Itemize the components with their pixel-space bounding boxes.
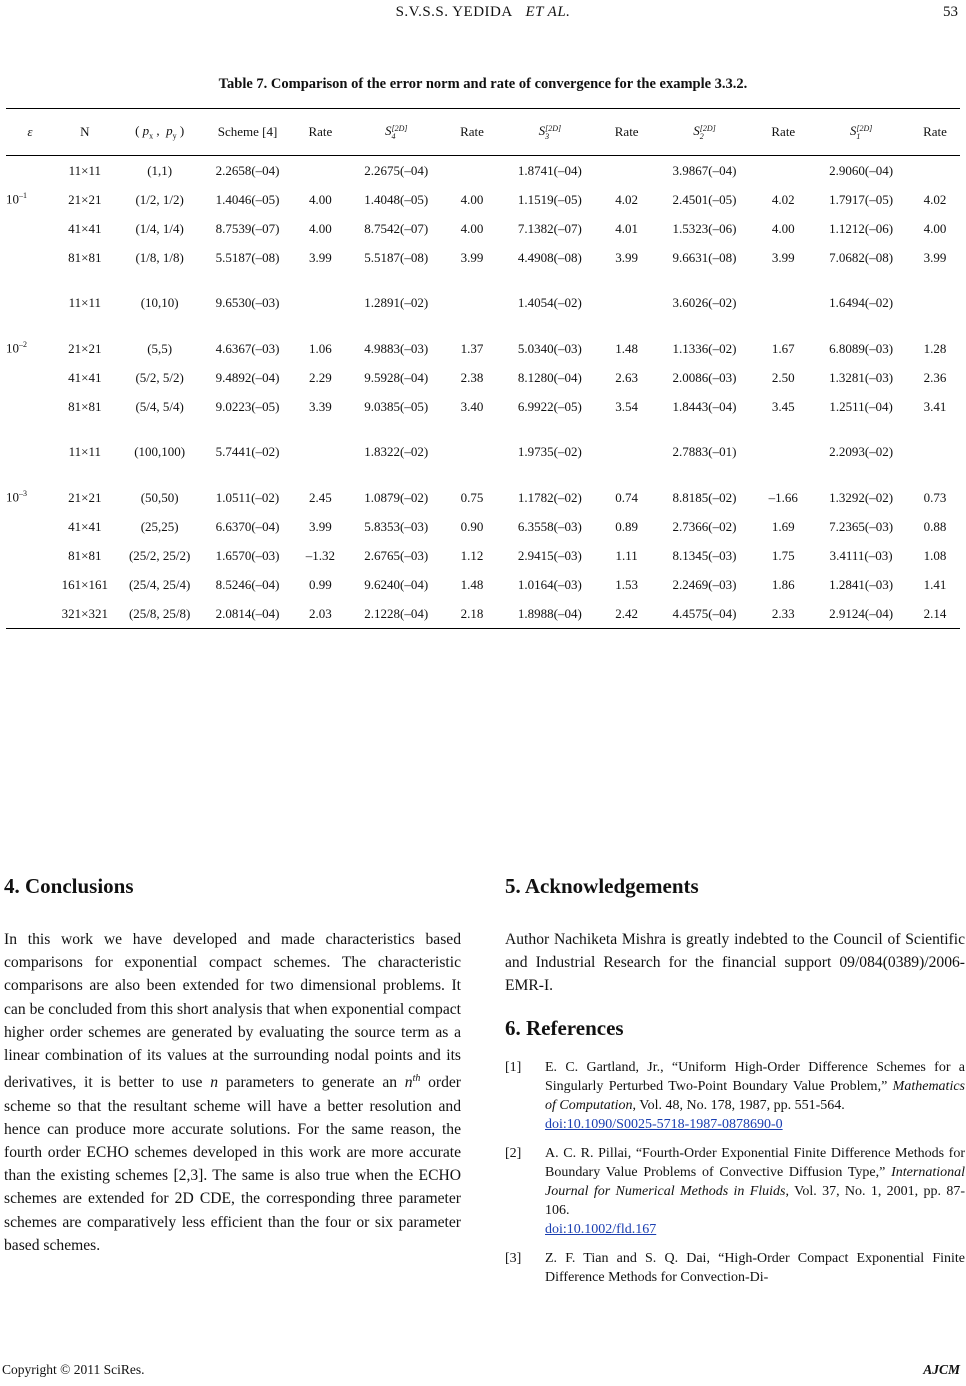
table-caption: Table 7. Comparison of the error norm and rate of convergence for the example 3.3.2. <box>218 76 748 92</box>
header-rate: Rate <box>599 109 655 156</box>
table-cell: 1.1212(–06) <box>829 220 894 236</box>
table-cell: 2.45 <box>309 489 332 505</box>
table-cell: (5,5) <box>147 340 173 356</box>
table-cell: 2.9060(–04) <box>829 162 894 178</box>
table-cell: 1.7917(–05) <box>829 191 894 207</box>
table-cell: 8.5246(–04) <box>215 576 280 592</box>
table-cell <box>754 156 812 186</box>
table-cell: (1/2, 1/2) <box>135 191 184 207</box>
table-cell: 0.90 <box>460 518 484 534</box>
table-cell: 1.5323(–06) <box>672 220 737 236</box>
table-cell: 3.39 <box>309 398 332 414</box>
doi-link[interactable]: doi:10.1002/fld.167 <box>545 1222 657 1237</box>
reference-item <box>505 1058 965 1134</box>
table-cell: 1.6494(–02) <box>829 295 894 310</box>
table-cell: 1.08 <box>923 547 947 563</box>
table-cell: 3.41 <box>923 398 947 414</box>
table-cell: –1.32 <box>305 547 335 563</box>
table-cell: 7.2365(–03) <box>829 518 894 534</box>
table-cell: 3.99 <box>615 249 639 265</box>
table-cell: 3.45 <box>771 398 795 414</box>
table-cell: 3.99 <box>460 249 484 265</box>
table-cell <box>443 272 501 334</box>
table-row <box>6 334 960 363</box>
table-cell: 21×21 <box>68 489 102 505</box>
table-cell: 4.02 <box>615 191 639 207</box>
reference-text: E. C. Gartland, Jr., “Uniform High-Order Difference Schemes for a Singularly Perturbed Two-Point Boundary Value Problem,” Mathematics of Computation, Vol. 48, No. 178, 1987, pp. 551-564. doi:10.1090/S0025-5718-1987-0878690-0 <box>545 1060 965 1132</box>
table-cell: 6.3558(–03) <box>517 518 582 534</box>
table-cell: 5.5187(–08) <box>215 249 280 265</box>
table-cell: 1.67 <box>771 340 795 356</box>
table-cell: 41×41 <box>68 369 102 385</box>
table-cell: 9.0385(–05) <box>364 398 429 414</box>
table-cell: 321×321 <box>54 599 116 629</box>
table-cell: 1.06 <box>309 340 332 356</box>
reference-text: A. C. R. Pillai, “Fourth-Order Exponential Finite Difference Methods for Boundary Value Problems of Convective Diffusion Type,” International Journal for Numerical Methods in Fluids, Vol. 37, No. 1, 2001, pp. 87-106. doi:10.1002/fld.167 <box>545 1146 965 1237</box>
epsilon-cell <box>6 243 54 272</box>
table-cell: 1.41 <box>923 576 947 592</box>
table-cell: 2.6765(–03) <box>364 547 429 563</box>
table-cell: (1/8, 1/8) <box>135 249 184 265</box>
results-table <box>6 108 960 629</box>
table-cell <box>910 156 960 186</box>
reference-list <box>505 1058 965 1297</box>
table-cell: 2.63 <box>615 369 639 385</box>
table-cell: 8.7539(–07) <box>215 220 280 236</box>
table-cell: 5.0340(–03) <box>517 340 582 356</box>
table-cell: 0.99 <box>309 576 332 592</box>
table-cell: 4.00 <box>923 220 947 236</box>
copyright-notice: Copyright © 2011 SciRes. <box>2 1362 145 1377</box>
table-cell: 6.9922(–05) <box>517 398 582 414</box>
table-row <box>6 392 960 421</box>
table-cell: 2.38 <box>460 369 484 385</box>
table-cell: 8.8185(–02) <box>672 489 737 505</box>
reference-text: Z. F. Tian and S. Q. Dai, “High-Order Compact Exponential Finite Difference Methods for Convection-Di- <box>545 1251 965 1285</box>
table-cell: 9.0223(–05) <box>215 398 280 414</box>
table-cell: 1.4046(–05) <box>215 191 280 207</box>
table-cell: 2.9124(–04) <box>812 599 910 629</box>
table-cell <box>910 421 960 483</box>
header-n: N <box>54 109 116 156</box>
table-cell: 1.12 <box>460 547 484 563</box>
table-cell: (25/4, 25/4) <box>128 576 191 592</box>
header-rate: Rate <box>754 109 812 156</box>
table-row <box>6 421 960 483</box>
table-row <box>6 156 960 186</box>
table-cell: 1.86 <box>771 576 795 592</box>
acknowledgements-body: Author Nachiketa Mishra is greatly indebted to the Council of Scientific and Industrial Research for the financial support 09/084(0389)/2006-EMR-I. <box>505 931 965 995</box>
table-row <box>6 272 960 334</box>
header-scheme4: Scheme [4] <box>204 109 292 156</box>
table-cell: 3.54 <box>615 398 639 414</box>
table-cell: 1.3292(–02) <box>829 489 894 505</box>
table-cell: 4.00 <box>460 220 484 236</box>
table-cell: 2.1228(–04) <box>349 599 443 629</box>
table-cell: 1.8741(–04) <box>517 162 582 178</box>
header-p: ( $p_x$ , $p_y$ ) <box>116 109 204 156</box>
table-cell: 4.00 <box>309 191 332 207</box>
table-cell <box>291 421 349 483</box>
table-row <box>6 483 960 512</box>
table-cell: 1.1782(–02) <box>517 489 582 505</box>
table-cell: 3.99 <box>309 249 332 265</box>
table-cell: (10,10) <box>140 295 179 310</box>
table-cell: 0.75 <box>460 489 484 505</box>
table-cell: 2.33 <box>754 599 812 629</box>
table-cell: 1.8988(–04) <box>501 599 599 629</box>
table-cell: 1.11 <box>615 547 638 563</box>
reference-number: [1] <box>505 1060 522 1075</box>
table-cell: 4.00 <box>460 191 484 207</box>
epsilon-cell <box>6 392 54 421</box>
table-cell: 1.48 <box>460 576 484 592</box>
table-cell: 8.1345(–03) <box>672 547 737 563</box>
doi-link[interactable]: doi:10.1090/S0025-5718-1987-0878690-0 <box>545 1117 783 1132</box>
table-cell: 1.6570(–03) <box>215 547 280 563</box>
table-cell: 0.74 <box>615 489 639 505</box>
table-cell: 81×81 <box>68 249 102 265</box>
table-cell: 5.7441(–02) <box>215 444 280 459</box>
header-s2: S[2D] 2 <box>655 109 755 156</box>
running-etal: ET AL. <box>525 4 571 20</box>
table-cell: 3.99 <box>309 518 332 534</box>
table-cell: 4.00 <box>771 220 795 236</box>
table-body <box>6 156 960 629</box>
table-cell: (25/2, 25/2) <box>128 547 191 563</box>
table-cell: (5/2, 5/2) <box>135 369 184 385</box>
table-cell: (100,100) <box>134 444 186 459</box>
table-cell: 1.8322(–02) <box>364 444 429 459</box>
table-cell: 3.4111(–03) <box>829 547 893 563</box>
table-cell: 6.8089(–03) <box>829 340 894 356</box>
table-cell: 3.6026(–02) <box>672 295 737 310</box>
table-cell <box>599 272 655 334</box>
table-cell: 2.2675(–04) <box>364 162 429 178</box>
table-cell: (1,1) <box>147 162 173 178</box>
table-cell: 2.14 <box>910 599 960 629</box>
table-cell: 21×21 <box>68 191 102 207</box>
table-cell: 2.2658(–04) <box>215 162 280 178</box>
table-cell: (25/8, 25/8) <box>116 599 204 629</box>
table-cell: 2.7883(–01) <box>672 444 737 459</box>
epsilon-cell: $10^{-2}$ <box>6 340 27 356</box>
table-cell: 41×41 <box>68 518 102 534</box>
table-cell: 1.1336(–02) <box>672 340 737 356</box>
epsilon-cell <box>6 512 54 541</box>
table-cell: 1.69 <box>771 518 795 534</box>
table-cell: 2.7366(–02) <box>672 518 737 534</box>
table-cell <box>910 272 960 334</box>
table-cell: 81×81 <box>68 547 102 563</box>
table-cell: 6.6370(–04) <box>215 518 280 534</box>
table-cell: (50,50) <box>140 489 179 505</box>
references-heading: 6. References <box>505 1016 624 1040</box>
table-cell: 1.4048(–05) <box>364 191 429 207</box>
table-cell: 4.02 <box>771 191 795 207</box>
table-cell: 9.5928(–04) <box>364 369 429 385</box>
table-cell: 9.4892(–04) <box>215 369 280 385</box>
table-cell: 2.0814(–04) <box>204 599 292 629</box>
table-cell: 41×41 <box>68 220 102 236</box>
epsilon-cell <box>6 214 54 243</box>
table-cell: 9.6240(–04) <box>364 576 429 592</box>
table-cell: (25,25) <box>140 518 179 534</box>
epsilon-cell <box>6 421 54 483</box>
table-cell <box>754 421 812 483</box>
table-cell: 1.75 <box>771 547 795 563</box>
table-cell: 4.4575(–04) <box>655 599 755 629</box>
header-rate: Rate <box>910 109 960 156</box>
table-cell: 1.3281(–03) <box>829 369 894 385</box>
table-cell <box>754 272 812 334</box>
table-cell: 3.99 <box>771 249 795 265</box>
table-cell: 2.42 <box>599 599 655 629</box>
table-cell: 3.9867(–04) <box>672 162 737 178</box>
table-row <box>6 599 960 629</box>
page-number: 53 <box>943 4 958 20</box>
running-author: S.V.S.S. YEDIDA <box>395 4 513 20</box>
table-cell: 1.4054(–02) <box>517 295 582 310</box>
table-cell: 1.0511(–02) <box>215 489 280 505</box>
table-cell <box>291 272 349 334</box>
epsilon-cell <box>6 272 54 334</box>
table-cell: 2.2469(–03) <box>672 576 737 592</box>
table-cell: 2.50 <box>771 369 795 385</box>
running-title <box>0 4 966 21</box>
table-cell: 9.6530(–03) <box>215 295 280 310</box>
table-cell: (1/4, 1/4) <box>135 220 184 236</box>
conclusions-body: In this work we have developed and made characteristics based comparisons for exponential compact schemes. The characteristic comparisons are also been extended for two dimensional problems. It can be concluded from this short analysis that when exponential compact higher order schemes are generated by evaluating the source term as a linear combination of its values at the surrounding nodal points and its derivatives, it is better to use n parameters to generate an $n^{th}$ order scheme so that the resultant scheme will have a better resolution and hence can produce more accurate solutions. For the same reason, the fourth order ECHO schemes developed in this work are more accurate than the existing schemes [2,3]. The same is also true when the ECHO schemes are extended for 2D CDE, the corresponding three parameter schemes are comparatively less efficient than the four or six parameter based schemes. <box>4 931 461 1254</box>
table-cell: 1.9735(–02) <box>517 444 582 459</box>
table-cell: 2.18 <box>443 599 501 629</box>
table-cell: 21×21 <box>68 340 102 356</box>
header-s1: S[2D] 1 <box>812 109 910 156</box>
table-cell: 1.0879(–02) <box>364 489 429 505</box>
table-cell: 4.6367(–03) <box>215 340 280 356</box>
table-row <box>6 512 960 541</box>
table-cell: 4.02 <box>923 191 947 207</box>
table-cell: 1.8443(–04) <box>672 398 737 414</box>
table-row <box>6 363 960 392</box>
epsilon-cell <box>6 570 54 599</box>
acknowledgements-heading: 5. Acknowledgements <box>505 874 699 898</box>
epsilon-cell: $10^{-1}$ <box>6 191 27 207</box>
table-cell: 161×161 <box>61 576 108 592</box>
table-cell: 4.00 <box>309 220 332 236</box>
reference-number: [2] <box>505 1146 522 1161</box>
table-cell: 0.89 <box>615 518 639 534</box>
table-cell: 11×11 <box>68 444 101 459</box>
reference-item <box>505 1249 965 1287</box>
table-cell: 4.4908(–08) <box>517 249 582 265</box>
table-cell: 5.8353(–03) <box>364 518 429 534</box>
table-cell: 1.53 <box>615 576 639 592</box>
table-cell: 3.99 <box>923 249 947 265</box>
table-cell: 9.6631(–08) <box>672 249 737 265</box>
table-cell: 7.1382(–07) <box>517 220 582 236</box>
header-eps: ε <box>6 109 54 156</box>
table-cell: 8.1280(–04) <box>517 369 582 385</box>
table-cell <box>443 156 501 186</box>
page-header <box>0 4 966 26</box>
table-cell: 4.01 <box>615 220 639 236</box>
conclusions-heading: 4. Conclusions <box>4 874 134 898</box>
journal-abbrev: AJCM <box>923 1362 960 1377</box>
table-cell <box>599 156 655 186</box>
table-cell: (5/4, 5/4) <box>135 398 184 414</box>
table-row <box>6 541 960 570</box>
header-s3: S[2D] 3 <box>501 109 599 156</box>
table-cell: 0.73 <box>923 489 947 505</box>
table-row <box>6 185 960 214</box>
table-cell: 1.2891(–02) <box>364 295 429 310</box>
table-cell: 1.0164(–03) <box>517 576 582 592</box>
table-cell: 1.2511(–04) <box>829 398 893 414</box>
reference-number: [3] <box>505 1251 522 1266</box>
table-cell: 4.9883(–03) <box>364 340 429 356</box>
table-cell: 5.5187(–08) <box>364 249 429 265</box>
table-cell: 2.29 <box>309 369 332 385</box>
epsilon-cell <box>6 156 54 186</box>
table-cell: –1.66 <box>768 489 798 505</box>
header-rate: Rate <box>291 109 349 156</box>
epsilon-cell <box>6 599 54 629</box>
header-s4: S[2D] 4 <box>349 109 443 156</box>
table-cell: 11×11 <box>68 295 101 310</box>
reference-item <box>505 1144 965 1239</box>
table-cell: 1.28 <box>923 340 947 356</box>
table-cell: 2.2093(–02) <box>829 444 894 459</box>
table-cell <box>291 156 349 186</box>
table-cell: 2.0086(–03) <box>672 369 737 385</box>
table-cell: 1.2841(–03) <box>829 576 894 592</box>
table-cell: 1.48 <box>615 340 639 356</box>
table-cell: 8.7542(–07) <box>364 220 429 236</box>
table-row <box>6 570 960 599</box>
table-cell: 1.37 <box>460 340 484 356</box>
table-cell: 3.40 <box>460 398 484 414</box>
epsilon-cell: $10^{-3}$ <box>6 489 27 505</box>
table-cell: 81×81 <box>68 398 102 414</box>
table-cell: 11×11 <box>68 162 101 178</box>
table-cell <box>443 421 501 483</box>
table-cell: 2.9415(–03) <box>517 547 582 563</box>
table-cell: 2.36 <box>923 369 947 385</box>
table-cell: 0.88 <box>923 518 947 534</box>
epsilon-cell <box>6 541 54 570</box>
table-row <box>6 243 960 272</box>
table-cell: 2.4501(–05) <box>672 191 737 207</box>
table-row <box>6 214 960 243</box>
table-cell: 1.1519(–05) <box>517 191 582 207</box>
table-cell <box>599 421 655 483</box>
table-cell: 2.03 <box>291 599 349 629</box>
header-rate: Rate <box>443 109 501 156</box>
table-header-row <box>6 109 960 156</box>
table-cell: 7.0682(–08) <box>829 249 894 265</box>
epsilon-cell <box>6 363 54 392</box>
